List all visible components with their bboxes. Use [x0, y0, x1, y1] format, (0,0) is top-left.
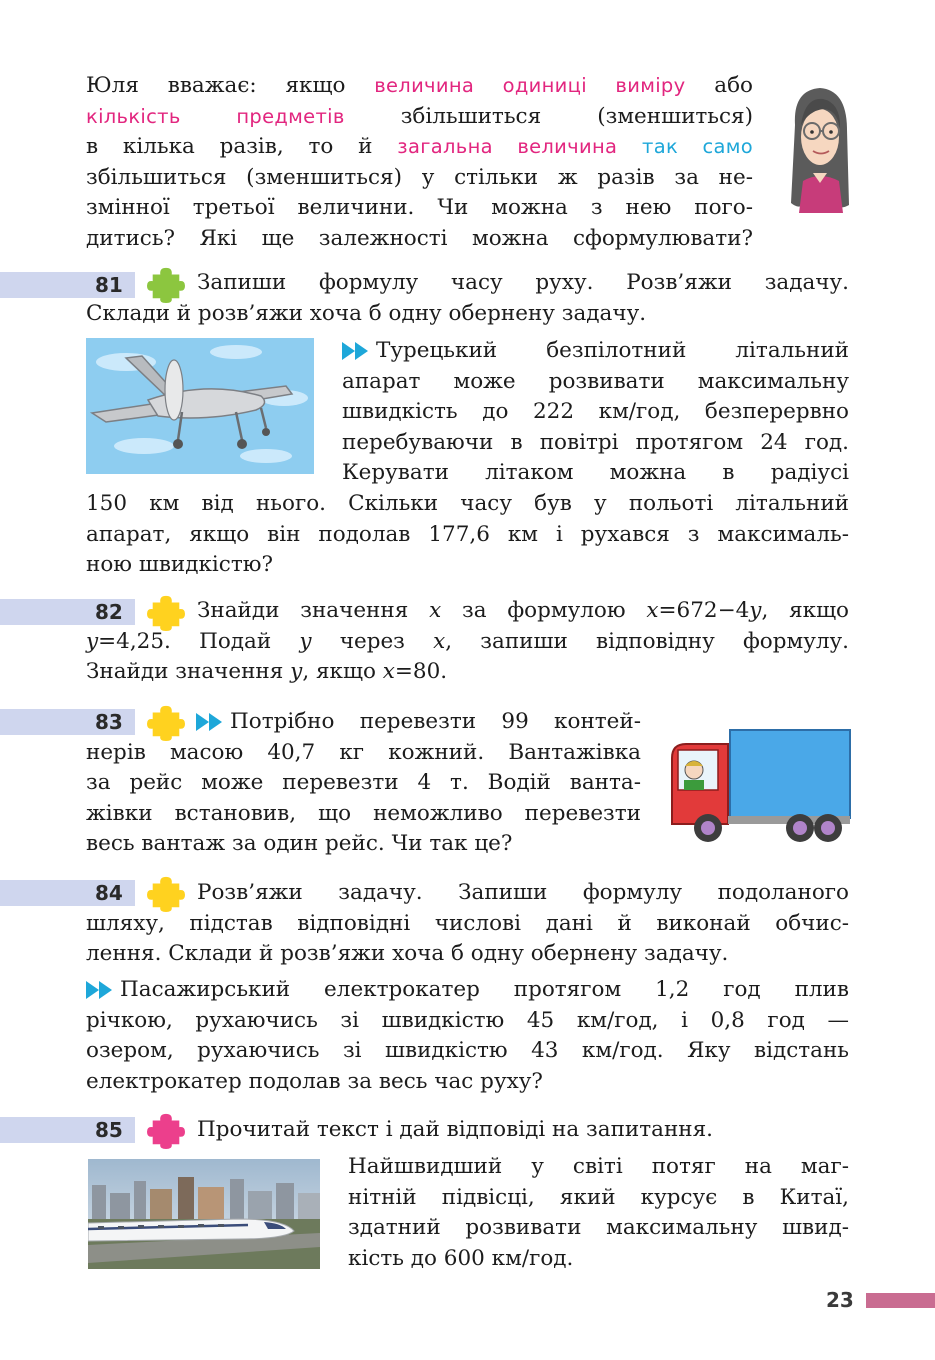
highlight-same-way: так само: [642, 135, 754, 159]
task-81-problem-line-7: апарат, якщо він подолав 177,6 км і рухався з максималь-: [86, 521, 849, 547]
task-83-line-5: весь вантаж за один рейс. Чи так це?: [86, 831, 513, 857]
task-81-problem-line-3: швидкість до 222 км/год, безперервно: [342, 399, 849, 425]
task-84-problem-line-2: річкою, рухаючись зі швидкістю 45 км/год, і 0,8 год —: [86, 1007, 849, 1033]
task-85-instruction: [197, 1115, 849, 1146]
page-number: 23: [826, 1288, 854, 1312]
puzzle-piece-icon: [147, 1111, 185, 1149]
puzzle-piece-icon: [147, 265, 185, 303]
double-arrow-icon: [342, 342, 370, 360]
task-82-line-2: y=4,25. Подай y через x, запиши відповідну формулу.: [86, 628, 849, 654]
task-81-problem: [86, 336, 849, 581]
truck-illustration: [668, 728, 853, 846]
task-83-line-2: нерів масою 40,7 кг кожний. Вантажівка: [86, 739, 641, 765]
task-84-problem-line-4: електрокатер подолав за весь час руху?: [86, 1068, 543, 1094]
highlight-item-count: кількість предметів: [86, 104, 345, 128]
task-85-text-line-1: Найшвидший у світі потяг на маг-: [348, 1154, 849, 1179]
highlight-unit-value: величина одиниці виміру: [374, 74, 686, 97]
task-85-text-line-2: нітній підвісці, який курсує в Китаї,: [348, 1184, 849, 1210]
task-84-line-2: шляху, підстав відповідні числові дані й виконай обчис-: [86, 910, 849, 936]
double-arrow-icon: [196, 713, 224, 731]
task-82-number: 82: [95, 600, 123, 624]
task-81-instruction-2: [86, 299, 849, 330]
intro-paragraph: [86, 71, 753, 255]
task-82-line-3: Знайди значення y, якщо x=80.: [86, 659, 448, 685]
task-84-number: 84: [95, 881, 123, 905]
task-81-instruction: [197, 268, 849, 299]
task-81-line-2: Склади й розв’яжи хоча б одну обернену задачу.: [86, 301, 647, 326]
task-83-line-1: Потрібно перевезти 99 контей-: [196, 707, 641, 738]
girl-illustration: [785, 85, 855, 215]
task-84-line-3: лення. Склади й розв’яжи хоча б одну обернену задачу.: [86, 941, 729, 967]
task-82-text: [86, 596, 849, 688]
maglev-train-photo: [88, 1159, 320, 1269]
highlight-total-value: загальна величина: [397, 135, 618, 159]
task-81-problem-line-1: Турецький безпілотний літальний: [342, 336, 849, 367]
double-arrow-icon: [86, 981, 114, 999]
task-84-line-1: Розв’яжи задачу. Запиши формулу подоланого: [197, 880, 849, 905]
task-84-problem-line-3: озером, рухаючись зі швидкістю 43 км/год. Яку відстань: [86, 1038, 849, 1064]
task-85-line-1: Прочитай текст і дай відповіді на запитання.: [197, 1117, 714, 1142]
intro-line-2: кількість предметів збільшиться (зменшиться): [86, 103, 754, 129]
task-81-problem-line-6: 150 км від нього. Скільки часу був у польоті літальний: [86, 490, 849, 516]
task-81-problem-line-5: Керувати літаком можна в радіусі: [342, 460, 849, 486]
intro-line-4: збільшиться (зменшиться) у стільки ж разів за не-: [86, 164, 753, 190]
task-85-text: [348, 1152, 849, 1274]
task-83-text: [86, 707, 641, 860]
intro-line-5: змінної третьої величини. Чи можна з нею пого-: [86, 195, 753, 221]
intro-line-6: дитись? Які ще залежності можна сформулювати?: [86, 225, 753, 251]
task-81-number: 81: [95, 273, 123, 297]
task-84-problem-line-1: Пасажирський електрокатер протягом 1,2 год плив: [86, 975, 849, 1006]
task-85-text-line-3: здатний розвивати максимальну швид-: [348, 1215, 849, 1241]
page-number-bar: [866, 1293, 935, 1308]
task-85-text-line-4: кість до 600 км/год.: [348, 1245, 574, 1271]
task-84-instruction: [86, 878, 849, 970]
task-81-problem-line-8: ною швидкістю?: [86, 552, 273, 578]
task-81-problem-line-4: перебуваючи в повітрі протягом 24 год.: [342, 429, 849, 455]
task-83-number: 83: [95, 710, 123, 734]
task-84-problem: [86, 975, 849, 1097]
intro-line-1: Юля вважає: якщо величина одиниці виміру або: [86, 73, 753, 98]
task-85-number: 85: [95, 1118, 123, 1142]
task-82-line-1: Знайди значення x за формулою x=672−4y, якщо: [197, 598, 850, 623]
task-81-problem-line-2: апарат може розвивати максимальну: [342, 368, 849, 394]
task-83-line-3: за рейс може перевезти 4 т. Водій ванта-: [86, 770, 641, 796]
formula: x: [646, 598, 659, 623]
task-83-line-4: жівки встановив, що неможливо перевезти: [86, 800, 641, 826]
intro-line-3: в кілька разів, то й загальна величина так само: [86, 134, 754, 160]
task-81-line-1: Запиши формулу часу руху. Розв’яжи задачу.: [197, 270, 849, 295]
